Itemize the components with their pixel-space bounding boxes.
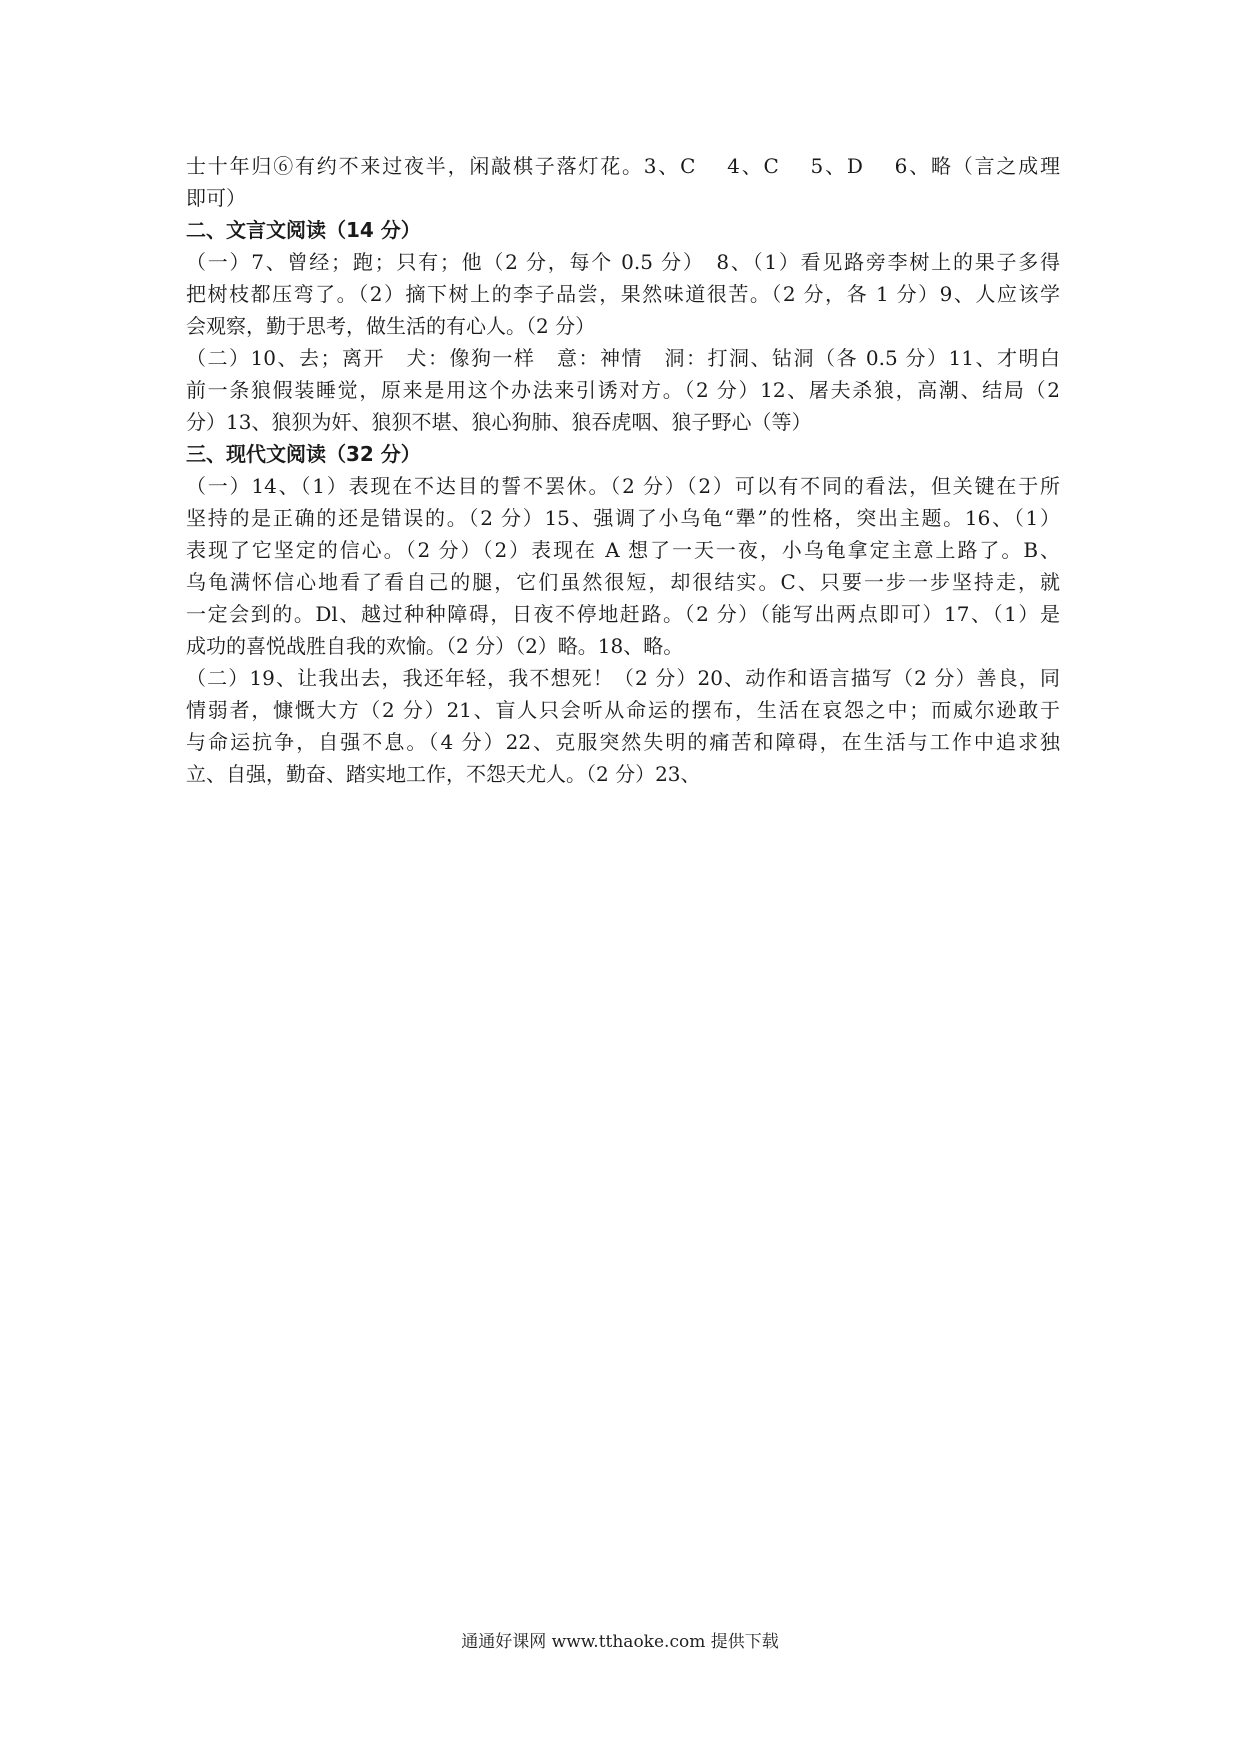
text-line: （二）10、去；离开 犬：像狗一样 意：神情 洞：打洞、钻洞（各 0.5 分）11、才明白 [186, 346, 1060, 370]
text-line: 成功的喜悦战胜自我的欢愉。（2 分）（2）略。18、略。 [186, 634, 684, 658]
text-line: 会观察，勤于思考，做生活的有心人。（2 分） [186, 314, 596, 338]
text-line: 表现了它坚定的信心。（2 分）（2）表现在 A 想了一天一夜，小乌龟拿定主意上路了。B、 [186, 538, 1060, 562]
text-line: （二）19、让我出去，我还年轻，我不想死！（2 分）20、动作和语言描写（2 分）善良，同 [186, 666, 1060, 690]
text-line: 即可） [186, 186, 246, 210]
answer-text-block [186, 150, 1060, 790]
section-heading-modern-reading: 三、现代文阅读（32 分） [186, 442, 421, 466]
text-line: 立、自强，勤奋、踏实地工作，不怨天尤人。（2 分）23、 [186, 762, 701, 786]
text-line: 前一条狼假装睡觉，原来是用这个办法来引诱对方。（2 分）12、屠夫杀狼，高潮、结局（2 [186, 378, 1060, 402]
text-line: 士十年归⑥有约不来过夜半，闲敲棋子落灯花。3、C 4、C 5、D 6、略（言之成理 [186, 154, 1060, 178]
text-line: 把树枝都压弯了。（2）摘下树上的李子品尝，果然味道很苦。（2 分，各 1 分）9、人应该学 [186, 282, 1060, 306]
text-line: 分）13、狼狈为奸、狼狈不堪、狼心狗肺、狼吞虎咽、狼子野心（等） [186, 410, 812, 434]
text-line: 情弱者，慷慨大方（2 分）21、盲人只会听从命运的摆布，生活在哀怨之中；而威尔逊敢于 [186, 698, 1060, 722]
text-line: 乌龟满怀信心地看了看自己的腿，它们虽然很短，却很结实。C、只要一步一步坚持走，就 [186, 570, 1060, 594]
section-heading-classical-chinese: 二、文言文阅读（14 分） [186, 218, 421, 242]
text-line: 一定会到的。Dl、越过种种障碍，日夜不停地赶路。（2 分）（能写出两点即可）17、（1）是 [186, 602, 1060, 626]
text-line: （一）14、（1）表现在不达目的誓不罢休。（2 分）（2）可以有不同的看法，但关键在于所 [186, 474, 1060, 498]
text-line: （一）7、曾经；跑；只有；他（2 分，每个 0.5 分） 8、（1）看见路旁李树上的果子多得 [186, 250, 1060, 274]
text-line: 坚持的是正确的还是错误的。（2 分）15、强调了小乌龟“犟”的性格，突出主题。16、（1） [186, 506, 1060, 530]
text-line: 与命运抗争，自强不息。（4 分）22、克服突然失明的痛苦和障碍，在生活与工作中追求独 [186, 730, 1060, 754]
page-footer: 通通好课网 www.tthaoke.com 提供下载 [461, 1632, 779, 1652]
